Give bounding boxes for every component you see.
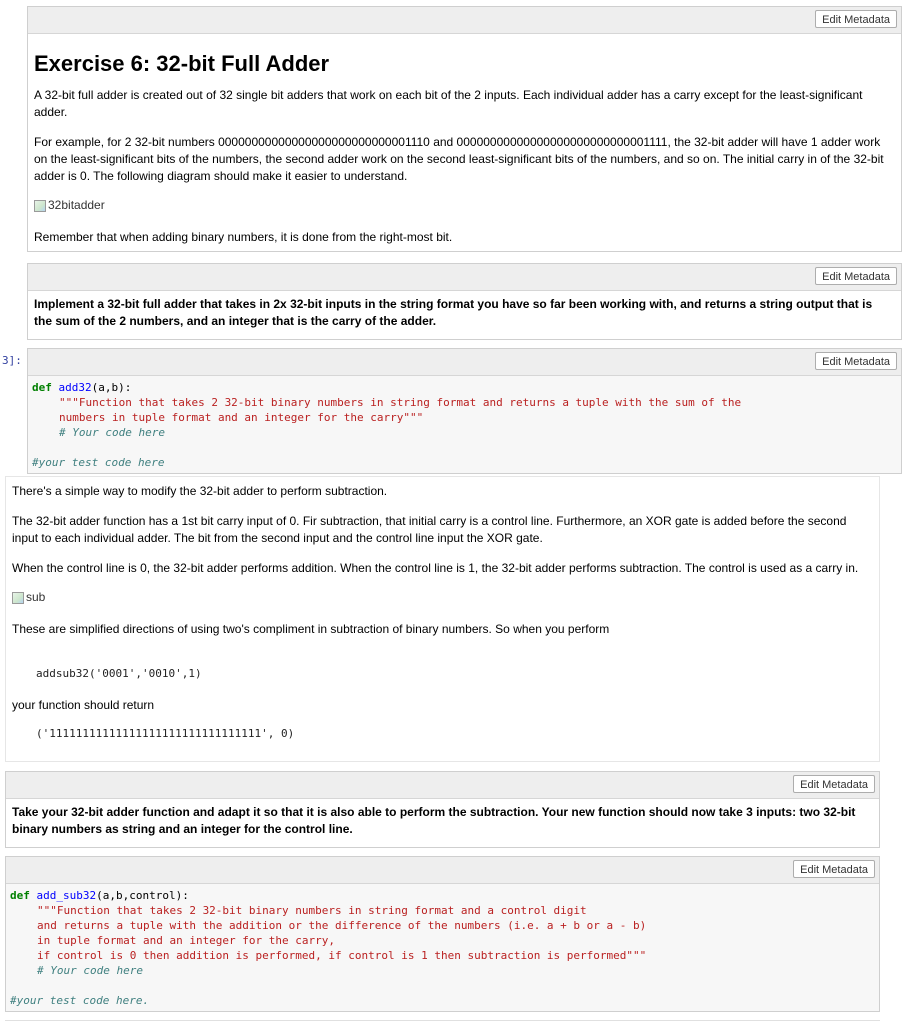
markdown-cell-subtraction[interactable]	[5, 476, 880, 762]
code-comment: # Your code here	[37, 964, 143, 977]
function-signature: (a,b):	[91, 381, 132, 394]
control-paragraph: When the control line is 0, the 32-bit adder performs addition. When the control line is 1, the 32-bit adder performs subtraction. The control is used as a carry in.	[12, 561, 859, 575]
keyword-def: def	[10, 889, 30, 902]
instruction-text: Implement a 32-bit full adder that takes in 2x 32-bit inputs in the string format you have so far been working with, and returns a string output that is the sum of the 2 numbers, and an integer that is the carry of the adder.	[34, 297, 873, 328]
cell-toolbar	[28, 7, 901, 34]
edit-metadata-button[interactable]: Edit Metadata	[815, 267, 897, 285]
markdown-cell-instructions[interactable]	[27, 263, 902, 340]
carry-paragraph: The 32-bit adder function has a 1st bit carry input of 0. Fir subtraction, that initial carry is a control line. Furthermore, an XOR gate is added before the second input to each individual adder. The bit from the second input and the control line input the XOR gate.	[12, 514, 847, 545]
example-return-code: ('11111111111111111111111111111111', 0)	[36, 727, 295, 740]
cell-body	[34, 87, 891, 246]
cell-toolbar	[28, 349, 901, 376]
test-code-comment: #your test code here	[32, 456, 165, 469]
test-code-comment: #your test code here.	[10, 994, 150, 1007]
docstring-line-3: in tuple format and an integer for the carry,	[37, 934, 336, 947]
markdown-cell-add-sub-instructions[interactable]	[5, 771, 880, 848]
code-editor[interactable]	[28, 376, 901, 473]
docstring-line-1: """Function that takes 2 32-bit binary numbers in string format and returns a tuple with the sum of the	[59, 396, 742, 409]
next-cell-edge	[5, 1020, 880, 1021]
reminder-paragraph: Remember that when adding binary numbers, it is done from the right-most bit.	[34, 229, 453, 244]
intro-paragraph: A 32-bit full adder is created out of 32 single bit adders that work on each bit of the 2 inputs. Each individual adder has a carry except for the least-significant adder.	[34, 88, 863, 119]
image-alt-text: 32bitadder	[48, 198, 105, 212]
code-line-def	[10, 888, 189, 903]
example-paragraph: For example, for 2 32-bit numbers 00000000000000000000000000001110 and 00000000000000000000000000001111, the 32-bit adder will have 1 adder work on the least-significant bits of the numbers, the second adder work on the second least-significant bits of the numbers, and so on. The initial carry in of the 32-bit adder is 0. The following diagram should make it easier to understand.	[34, 135, 884, 183]
edit-metadata-button[interactable]: Edit Metadata	[815, 10, 897, 28]
function-signature: (a,b,control):	[96, 889, 189, 902]
keyword-def: def	[32, 381, 52, 394]
diagram-image-32bitadder	[34, 197, 105, 214]
docstring-line-2: and returns a tuple with the addition or the difference of the numbers (i.e. a + b or a - b)	[37, 919, 647, 932]
code-cell-add32[interactable]	[27, 348, 902, 474]
docstring-line-4: if control is 0 then addition is performed, if control is 1 then subtraction is performed"""	[37, 949, 647, 962]
cell-toolbar	[6, 857, 879, 884]
docstring-line-1: """Function that takes 2 32-bit binary numbers in string format and a control digit	[37, 904, 587, 917]
edit-metadata-button[interactable]: Edit Metadata	[793, 775, 875, 793]
exercise-title: Exercise 6: 32-bit Full Adder	[34, 51, 330, 76]
edit-metadata-button[interactable]: Edit Metadata	[793, 860, 875, 878]
function-name: add32	[58, 381, 92, 394]
twos-complement-paragraph: These are simplified directions of using two's compliment in subtraction of binary numbers. So when you perform	[12, 621, 610, 636]
cell-execution-prompt: 3]:	[2, 354, 22, 367]
broken-image-icon	[34, 200, 46, 212]
return-paragraph: your function should return	[12, 698, 155, 712]
function-name: add_sub32	[36, 889, 97, 902]
cell-toolbar	[6, 772, 879, 799]
code-comment: # Your code here	[59, 426, 165, 439]
code-editor[interactable]	[6, 884, 879, 1011]
broken-image-icon	[12, 592, 24, 604]
markdown-cell-exercise-6[interactable]	[27, 6, 902, 252]
docstring-line-2: numbers in tuple format and an integer for the carry"""	[59, 411, 424, 424]
example-call-code: addsub32('0001','0010',1)	[36, 667, 202, 680]
edit-metadata-button[interactable]: Edit Metadata	[815, 352, 897, 370]
cell-body	[12, 483, 867, 638]
code-line-def	[32, 380, 131, 395]
cell-toolbar	[28, 264, 901, 291]
instruction-text: Take your 32-bit adder function and adapt it so that it is also able to perform the subtraction. Your new function should now take 3 inputs: two 32-bit binary numbers as string and an integer for the control line.	[12, 805, 856, 836]
code-cell-add-sub32[interactable]	[5, 856, 880, 1012]
diagram-image-sub	[12, 589, 45, 606]
subtraction-intro: There's a simple way to modify the 32-bit adder to perform subtraction.	[12, 484, 388, 498]
image-alt-text: sub	[26, 590, 46, 604]
